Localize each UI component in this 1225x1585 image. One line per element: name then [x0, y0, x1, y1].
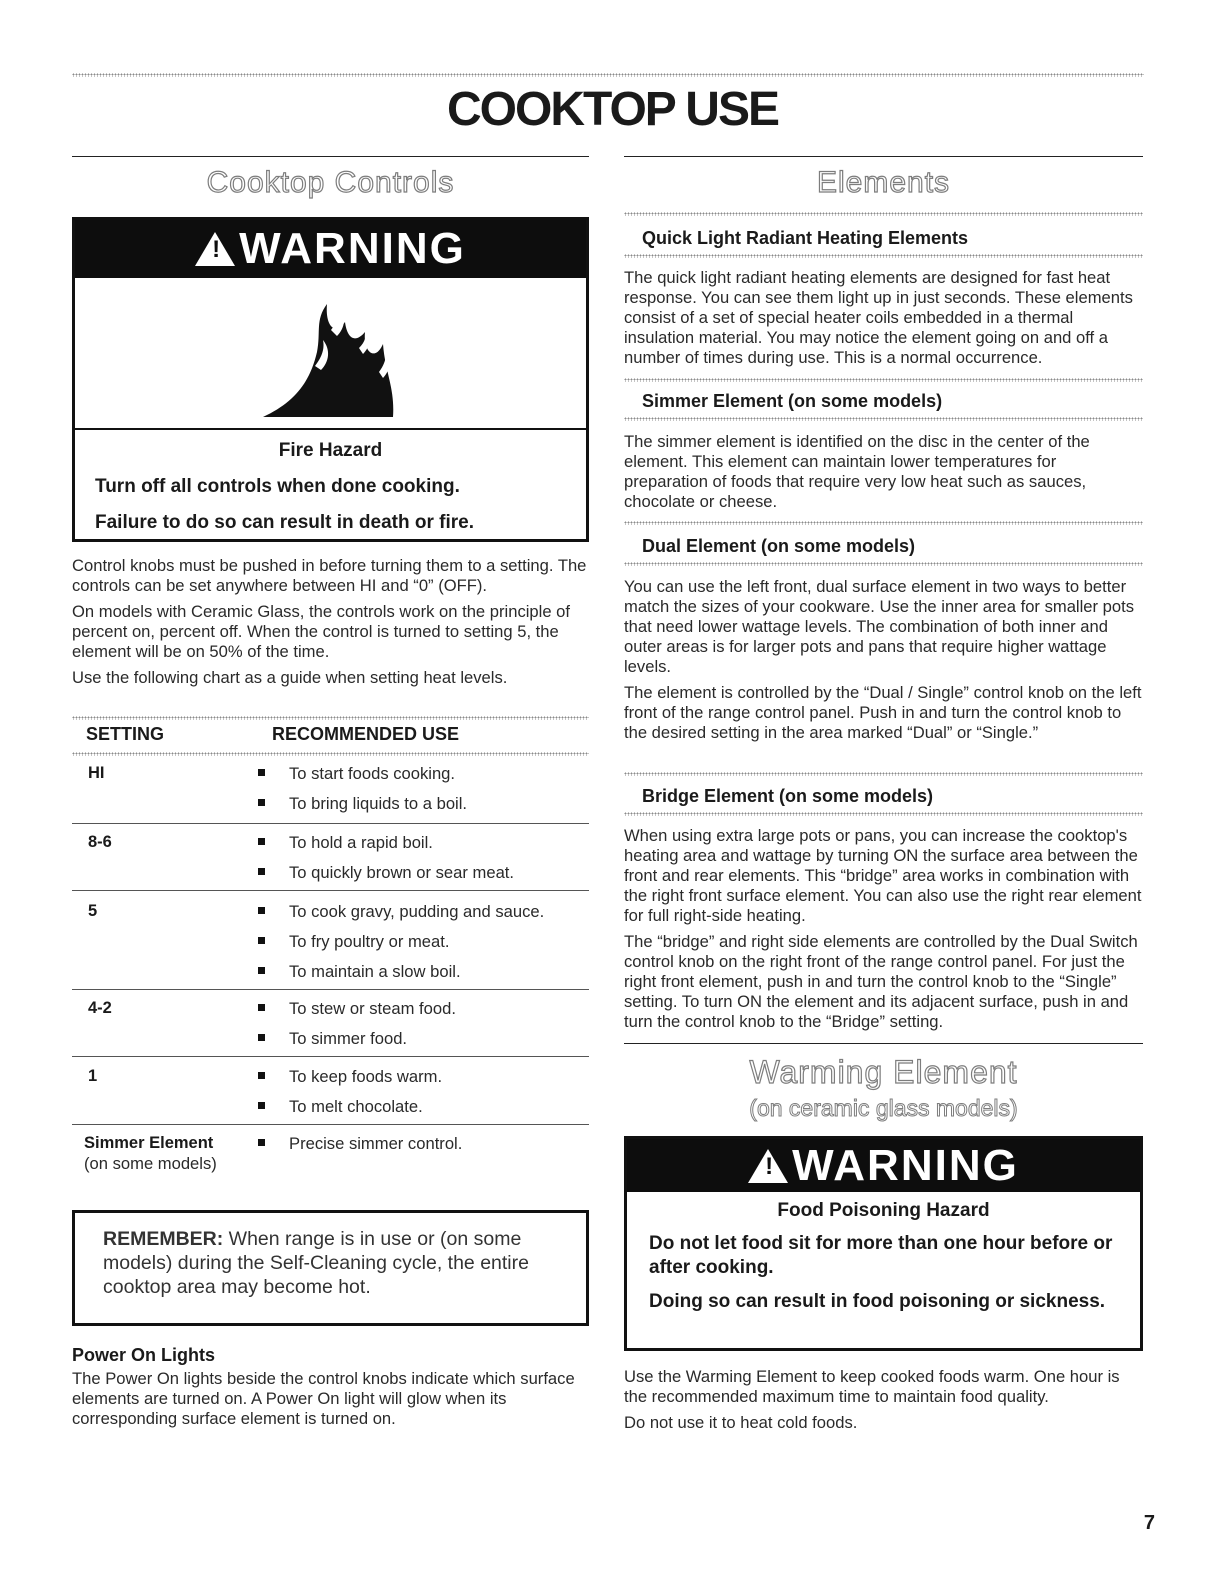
setting-column-header: SETTING — [86, 724, 165, 744]
quick-light-text: The quick light radiant heating elements are designed for fast heat response. You can see them light up in just seconds. These elements consist of a set of special heater coils embedded in a thermal insulation material. You may notice the element going on and off a number of times during use. This is a normal occurrence. — [624, 268, 1133, 367]
subsection-rule — [624, 521, 1143, 525]
fire-warning-box — [72, 217, 589, 542]
row-divider — [72, 989, 589, 990]
warming-element-subheading: (on ceramic glass models) — [749, 1095, 1018, 1121]
page-number: 7 — [1143, 1512, 1155, 1534]
use-item: To fry poultry or meat. — [258, 932, 449, 952]
dual-element-text — [624, 577, 1143, 749]
food-hazard-label: Food Poisoning Hazard — [777, 1200, 990, 1221]
row-divider — [72, 890, 589, 891]
warning-banner — [75, 220, 586, 278]
subsection-rule — [624, 378, 1143, 382]
row-divider — [72, 1124, 589, 1125]
quick-light-heading: Quick Light Radiant Heating Elements — [642, 228, 969, 248]
dual-paragraph: You can use the left front, dual surface element in two ways to better match the sizes of your cookware. Use the inner area for smaller pots that need lower wattage levels. The combination of both inner and outer areas is for larger pots and pans that require higher wattage levels. — [624, 577, 1135, 676]
use-item: To melt chocolate. — [258, 1097, 423, 1117]
warming-paragraph: Use the Warming Element to keep cooked foods warm. One hour is the recommended maximum time to maintain food quality. — [624, 1367, 1120, 1406]
subsection-rule — [624, 562, 1143, 566]
warning-label: WARNING — [792, 1140, 1019, 1190]
use-item: Precise simmer control. — [258, 1134, 462, 1154]
setting-value: 8-6 — [88, 833, 112, 851]
alert-icon: ! — [748, 1149, 788, 1183]
use-item: To bring liquids to a boil. — [258, 794, 467, 814]
bridge-paragraph: When using extra large pots or pans, you can increase the cooktop's heating area and wattage by turning ON the surface area between the front and rear elements. This “bridge” area works in combination with the right front surface element. You can also use the right rear element for full right-side heating. — [624, 826, 1142, 925]
setting-value: 1 — [88, 1067, 98, 1085]
use-item: To simmer food. — [258, 1029, 407, 1049]
use-item: To start foods cooking. — [258, 764, 455, 784]
table-header-rule — [72, 752, 589, 756]
setting-value: 5 — [88, 902, 98, 920]
fire-pictogram-area — [75, 278, 586, 430]
use-item: To maintain a slow boil. — [258, 962, 461, 982]
dual-paragraph: The element is controlled by the “Dual / Single” control knob on the left front of the range control panel. Push in and turn the control knob to the desired setting in the area marked “Dual” or “Single.” — [624, 683, 1142, 742]
simmer-element-heading: Simmer Element (on some models) — [642, 391, 943, 411]
controls-paragraph: Use the following chart as a guide when setting heat levels. — [72, 668, 508, 687]
simmer-element-text: The simmer element is identified on the disc in the center of the element. This element can maintain lower temperatures for preparation of foods that require very low heat such as sauces, chocolate or cheese. — [624, 432, 1090, 511]
use-item: To stew or steam food. — [258, 999, 456, 1019]
elements-heading: Elements — [816, 166, 951, 199]
row-divider — [72, 823, 589, 824]
warning-label: WARNING — [239, 224, 466, 273]
setting-value: 4-2 — [88, 999, 112, 1017]
setting-value: HI — [88, 764, 105, 782]
bridge-paragraph: The “bridge” and right side elements are controlled by the Dual Switch control knob on the right front of the range control panel. For just the right front element, push in and turn the control knob to the “Single” setting. To turn ON the element and its adjacent surface, push in and turn the control knob to the “Bridge” setting. — [624, 932, 1138, 1031]
use-item: To hold a rapid boil. — [258, 833, 433, 853]
fire-icon — [255, 292, 415, 422]
left-section-rule — [72, 156, 589, 157]
fire-hazard-label: Fire Hazard — [278, 440, 383, 461]
cooktop-controls-heading: Cooktop Controls — [206, 166, 455, 199]
alert-icon: ! — [195, 232, 235, 266]
warming-paragraph: Do not use it to heat cold foods. — [624, 1413, 858, 1432]
page-title: COOKTOP USE — [447, 83, 778, 136]
remember-label: REMEMBER: — [103, 1228, 224, 1250]
setting-note: (on some models) — [84, 1154, 217, 1173]
fire-warning-line2: Failure to do so can result in death or fire. — [95, 512, 475, 533]
controls-paragraph: Control knobs must be pushed in before turning them to a setting. The controls can be set anywhere between HI and “0” (OFF). — [72, 556, 587, 595]
use-item: To quickly brown or sear meat. — [258, 863, 514, 883]
power-on-lights-heading: Power On Lights — [72, 1345, 216, 1365]
setting-value: Simmer Element — [84, 1134, 214, 1152]
warming-element-heading: Warming Element — [749, 1054, 1018, 1090]
top-dotted-rule — [72, 73, 1144, 77]
dual-element-heading: Dual Element (on some models) — [642, 536, 916, 556]
use-column-header: RECOMMENDED USE — [272, 724, 460, 744]
subsection-rule — [624, 254, 1143, 258]
subsection-rule — [624, 772, 1143, 776]
food-poisoning-warning-box — [624, 1136, 1143, 1351]
use-item: To cook gravy, pudding and sauce. — [258, 902, 544, 922]
table-top-rule — [72, 716, 589, 720]
warning-banner — [627, 1139, 1140, 1192]
right-section-rule — [624, 156, 1143, 157]
use-item: To keep foods warm. — [258, 1067, 442, 1087]
controls-text — [72, 556, 589, 694]
controls-paragraph: On models with Ceramic Glass, the controls work on the principle of percent on, percent off. When the control is turned to setting 5, the element will be on 50% of the time. — [72, 602, 571, 661]
row-divider — [72, 1056, 589, 1057]
remember-text: When range is in use or (on some models) during the Self-Cleaning cycle, the entire cooktop area may become hot. — [103, 1228, 529, 1298]
table-header — [72, 724, 589, 750]
warming-section-rule — [624, 1043, 1143, 1044]
power-on-lights-text: The Power On lights beside the control knobs indicate which surface elements are turned on. A Power On light will glow when its corresponding surface element is turned on. — [72, 1369, 575, 1428]
subsection-rule — [624, 417, 1143, 421]
bridge-element-text — [624, 826, 1143, 1038]
fire-warning-line1: Turn off all controls when done cooking. — [95, 476, 460, 497]
bridge-element-heading: Bridge Element (on some models) — [642, 786, 934, 806]
remember-box — [72, 1210, 589, 1326]
subsection-rule — [624, 812, 1143, 816]
warming-element-text — [624, 1367, 1143, 1439]
subsection-rule — [624, 212, 1143, 216]
food-warning-line1: Do not let food sit for more than one hour before or after cooking. — [649, 1233, 1113, 1278]
food-warning-line2: Doing so can result in food poisoning or sickness. — [649, 1291, 1106, 1312]
